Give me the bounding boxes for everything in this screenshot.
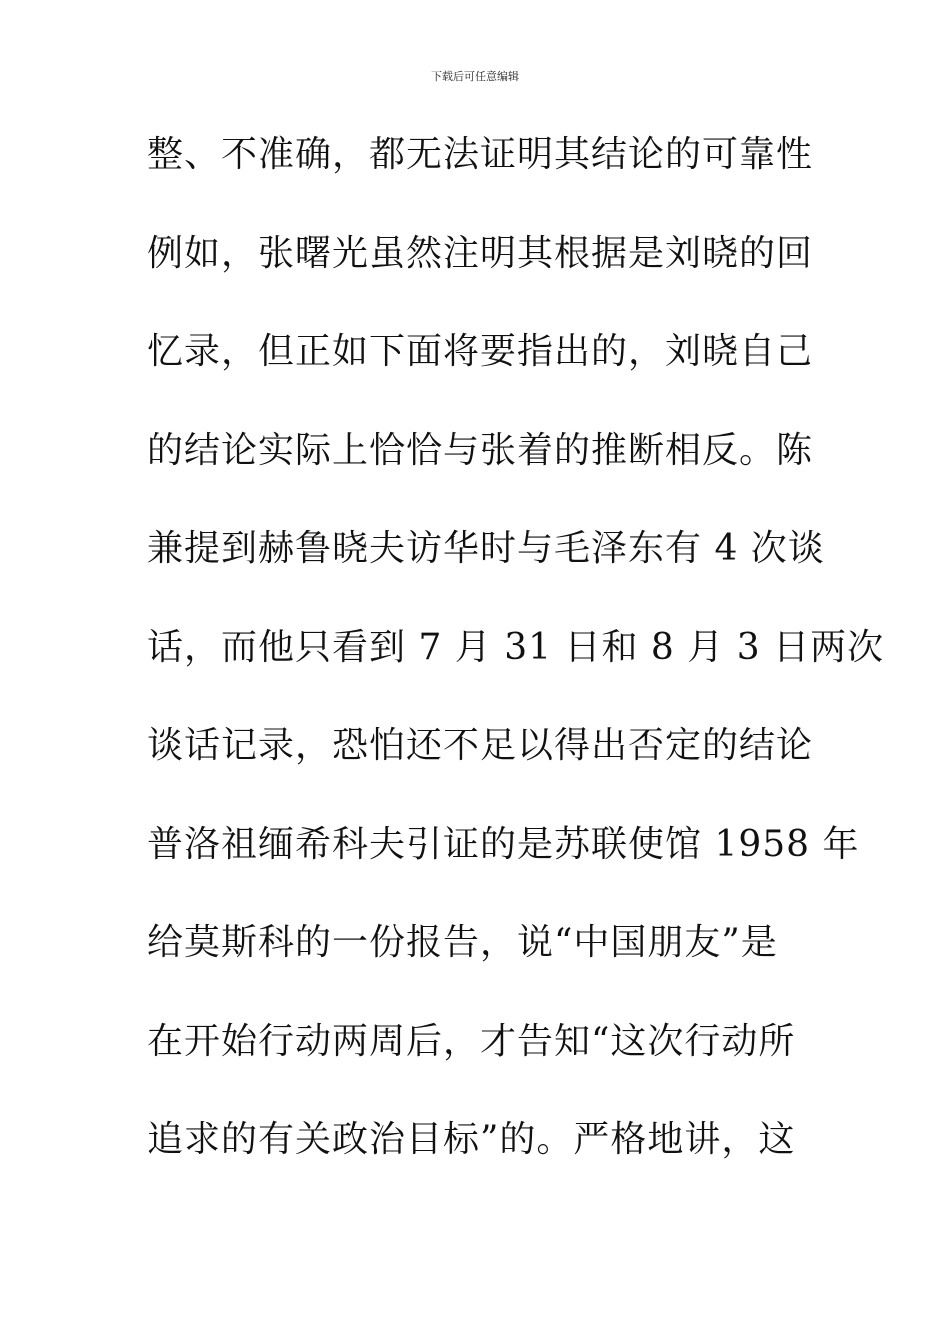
text-line: 普洛祖缅希科夫引证的是苏联使馆 1958 年 — [147, 823, 860, 865]
text-line: 整、不准确，都无法证明其结论的可靠性 — [147, 134, 814, 175]
text-line: 在开始行动两周后，才告知“这次行动所 — [147, 1020, 796, 1062]
text-line: 谈话记录，恐怕还不足以得出否定的结论 — [147, 725, 814, 766]
text-line: 忆录，但正如下面将要指出的，刘晓自己 — [147, 331, 814, 372]
page-header: 下载后可任意编辑 — [431, 70, 519, 83]
text-line: 话，而他只看到 7 月 31 日和 8 月 3 日两次 — [147, 626, 885, 668]
text-line: 兼提到赫鲁晓夫访华时与毛泽东有 4 次谈 — [147, 528, 825, 569]
document-body — [147, 125, 885, 1209]
text-line: 给莫斯科的一份报告，说“中国朋友”是 — [147, 922, 778, 963]
text-line: 的结论实际上恰恰与张着的推断相反。陈 — [147, 429, 814, 471]
text-line: 追求的有关政治目标”的。严格地讲，这 — [147, 1119, 796, 1160]
text-line: 例如，张曙光虽然注明其根据是刘晓的回 — [147, 232, 814, 274]
